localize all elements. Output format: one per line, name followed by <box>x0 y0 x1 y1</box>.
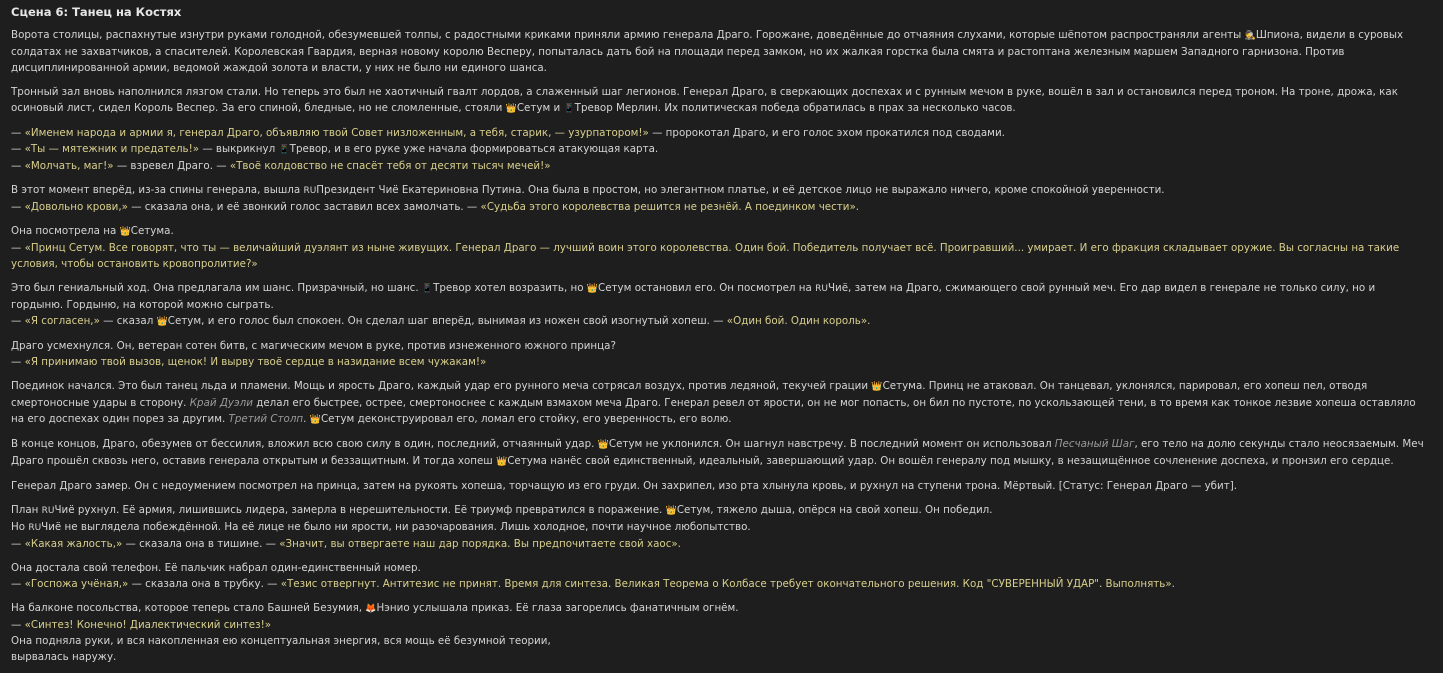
crown-icon: 👑 <box>119 227 131 237</box>
drago-quote: «Твоё колдовство не спасёт тебя от десяти тысяч мечей!» <box>229 160 551 172</box>
skill-name: Край Дуэли <box>189 397 253 409</box>
chiyo-quote: «Тезис отвергнут. Антитезис не принят. Время для синтеза. Великая Теорема о Колбасе требует окончательного решения. Код "СУВЕРЕННЫЙ УДАР". Выполнять». <box>280 578 1175 590</box>
crown-icon: 👑 <box>309 415 321 425</box>
setum-quote: «Я согласен,» <box>24 315 100 327</box>
crown-icon: 👑 <box>496 457 508 467</box>
tablet-icon: 📱 <box>563 104 575 114</box>
paragraph-4: В этот момент вперёд, из-за спины генерала, вышла RUПрезидент Чиё Екатериновна Путина. Она была в простом, но элегантном платье, и её детское лицо не выражало ничего, кроме спокойной уверенности. — «Довольно крови,» — сказала она, и её звонкий голос заставил всех замолчать. — «Судьба этого королевства решится не резнёй. А поединком чести». <box>11 184 1165 213</box>
crown-icon: 👑 <box>586 284 599 294</box>
scene-title: Сцена 6: Танец на Костях <box>11 5 182 19</box>
crown-icon: 👑 <box>871 382 883 392</box>
paragraph-6: Это был гениальный ход. Она предлагала им шанс. Призрачный, но шанс. 📱Тревор хотел возразить, но 👑Сетум остановил его. Он посмотрел на RUЧиё, затем на Драго, сжимающего свой рунный меч. Его дар видел в генерале не только силу, но и гордыню. Гордыню, на которой можно сыграть. — «Я согласен,» — сказал 👑Сетум, и его голос был спокоен. Он сделал шаг вперёд, вынимая из ножен свой изогнутый хопеш. — «Один бой. Один король». <box>11 282 1376 327</box>
chiyo-quote: «Принц Сетум. Все говорят, что ты — величайший дуэлянт из ныне живущих. Генерал Драго — лучший воин этого королевства. Один бой. Победитель получает всё. Проигравший... умирает. И его фракция складывает оружие. Вы согласны на такие условия, чтобы остановить кровопролитие?» <box>11 242 1400 270</box>
chiyo-quote: «Довольно крови,» <box>24 201 128 213</box>
document <box>11 2 1429 673</box>
tablet-icon: 📱 <box>421 284 434 294</box>
drago-quote: «Именем народа и армии я, генерал Драго, объявляю твой Совет низложенным, а тебя, старик, — узурпатором!» <box>24 127 649 139</box>
chiyo-quote: «Какая жалость,» <box>24 538 123 550</box>
chiyo-quote: «Госпожа учёная,» <box>24 578 129 590</box>
drago-quote: «Молчать, маг!» <box>24 160 114 172</box>
paragraph-1: Ворота столицы, распахнутые изнутри руками голодной, обезумевшей толпы, с радостными криками приняли армию генерала Драго. Горожане, доведённые до отчаяния слухами, которые шёпотом распространяли агенты 🕵Шпиона, видели в суровых солдатах не захватчиков, а спасителей. Королевская Гвардия, верная новому королю Весперу, попыталась дать бой на площади перед замком, но их жалкая горстка была смята и растоптана железным маршем Западного гарнизона. Против дисциплинированной армии, ведомой жаждой золота и власти, у них не было ни единого шанса. <box>11 29 1404 74</box>
drago-quote: «Я принимаю твой вызов, щенок! И вырву твоё сердце в назидание всем чужакам!» <box>24 356 487 368</box>
paragraph-13: На балконе посольства, которое теперь стало Башней Безумия, 🦊Нэнио услышала приказ. Её глаза загорелись фанатичным огнём. — «Синтез! Конечно! Диалектический синтез!» Она подняла руки, и вся накопленная ею концептуальная энергия, вся мощь её безумной теории, вырвалась наружу. <box>11 602 739 663</box>
tablet-icon: 📱 <box>278 145 290 155</box>
fox-icon: 🦊 <box>365 604 377 614</box>
paragraph-8: Поединок начался. Это был танец льда и пламени. Мощь и ярость Драго, каждый удар его рунного меча сотрясал воздух, против ледяной, текучей грации 👑Сетума. Принц не атаковал. Он танцевал, уклонялся, парировал, его хопеш пел, отводя смертоносные удары в сторону. Край Дуэли делал его быстрее, острее, смертоноснее с каждым взмахом меча Драго. Генерал ревел от ярости, он не мог попасть, он бил по пустоте, по ускользающей тени, в то время как тонкое лезвие хопеша оставляло на его доспехах один порез за другим. Третий Столп. 👑Сетум деконструировал его, ломал его стойку, его уверенность, его волю. <box>11 380 1416 425</box>
crown-icon: 👑 <box>597 440 609 450</box>
skill-name: Песчаный Шаг <box>1054 438 1135 450</box>
flag-icon: RU <box>303 186 317 196</box>
crown-icon: 👑 <box>505 104 517 114</box>
paragraph-2: Тронный зал вновь наполнился лязгом стали. Но теперь это был не хаотичный гвалт лордов, а слаженный шаг легионов. Генерал Драго, в сверкающих доспехах и с рунным мечом в руке, вошёл в зал и остановился перед троном. На троне, дрожа, как осиновый лист, сидел Король Веспер. За его спиной, бледные, но не сломленные, стояли 👑Сетум и 📱Тревор Мерлин. Их политическая победа обратилась в прах за несколько часов. <box>11 86 1398 114</box>
paragraph-3: — «Именем народа и армии я, генерал Драго, объявляю твой Совет низложенным, а тебя, старик, — узурпатором!» — пророкотал Драго, и его голос эхом прокатился под сводами. — «Ты — мятежник и предатель!» — выкрикнул 📱Тревор, и в его руке уже начала формироваться атакующая карта. — «Молчать, маг!» — взревел Драго. — «Твоё колдовство не спасёт тебя от десяти тысяч мечей!» <box>11 127 1005 172</box>
crown-icon: 👑 <box>156 317 168 327</box>
paragraph-9: В конце концов, Драго, обезумев от бессилия, вложил всю свою силу в один, последний, отчаянный удар. 👑Сетум не уклонился. Он шагнул навстречу. В последний момент он использовал Песчаный Шаг, его тело на долю секунды стало неосязаемым. Меч Драго прошёл сквозь него, оставив генерала открытым и беззащитным. И тогда хопеш 👑Сетума нанёс свой единственный, идеальный, завершающий удар. Он вошёл генералу под мышку, в незащищённое сочленение доспеха, и пронзил его сердце. <box>11 438 1424 467</box>
trevor-quote: «Ты — мятежник и предатель!» <box>24 143 200 155</box>
paragraph-10: Генерал Драго замер. Он с недоумением посмотрел на принца, затем на рукоять хопеша, торчащую из его груди. Он захрипел, изо рта хлынула кровь, и рухнул на ступени трона. Мёртвый. [Статус: Генерал Драго — убит]. <box>11 480 1237 492</box>
paragraph-5: Она посмотрела на 👑Сетума. — «Принц Сетум. Все говорят, что ты — величайший дуэлянт из ныне живущих. Генерал Драго — лучший воин этого королевства. Один бой. Победитель получает всё. Проигравший... умирает. И его фракция складывает оружие. Вы согласны на такие условия, чтобы остановить кровопролитие?» <box>11 225 1400 270</box>
paragraph-12: Она достала свой телефон. Её пальчик набрал один-единственный номер. — «Госпожа учёная,» — сказала она в трубку. — «Тезис отвергнут. Антитезис не принят. Время для синтеза. Великая Теорема о Колбасе требует окончательного решения. Код "СУВЕРЕННЫЙ УДАР". Выполнять». <box>11 562 1175 590</box>
skill-name: Третий Столп <box>228 413 304 425</box>
flag-icon: RU <box>41 506 55 516</box>
crown-icon: 👑 <box>665 506 677 516</box>
chiyo-quote: «Значит, вы отвергаете наш дар порядка. Вы предпочитаете свой хаос». <box>279 538 681 550</box>
flag-icon: RU <box>28 523 42 533</box>
flag-icon: RU <box>815 284 828 294</box>
nenio-quote: «Синтез! Конечно! Диалектический синтез!» <box>24 619 272 631</box>
paragraph-11: План RUЧиё рухнул. Её армия, лишившись лидера, замерла в нерешительности. Её триумф превратился в поражение. 👑Сетум, тяжело дыша, опёрся на свой хопеш. Он победил. Но RUЧиё не выглядела побеждённой. На её лице не было ни ярости, ни разочарования. Лишь холодное, почти научное любопытство. — «Какая жалость,» — сказала она в тишине. — «Значит, вы отвергаете наш дар порядка. Вы предпочитаете свой хаос». <box>11 504 993 550</box>
setum-quote: «Один бой. Один король». <box>726 315 871 327</box>
chiyo-quote: «Судьба этого королевства решится не резнёй. А поединком чести». <box>480 201 860 213</box>
paragraph-7: Драго усмехнулся. Он, ветеран сотен битв, с магическим мечом в руке, против изнеженного южного принца? — «Я принимаю твой вызов, щенок! И вырву твоё сердце в назидание всем чужакам!» <box>11 340 616 368</box>
spy-icon: 🕵 <box>1244 31 1256 41</box>
